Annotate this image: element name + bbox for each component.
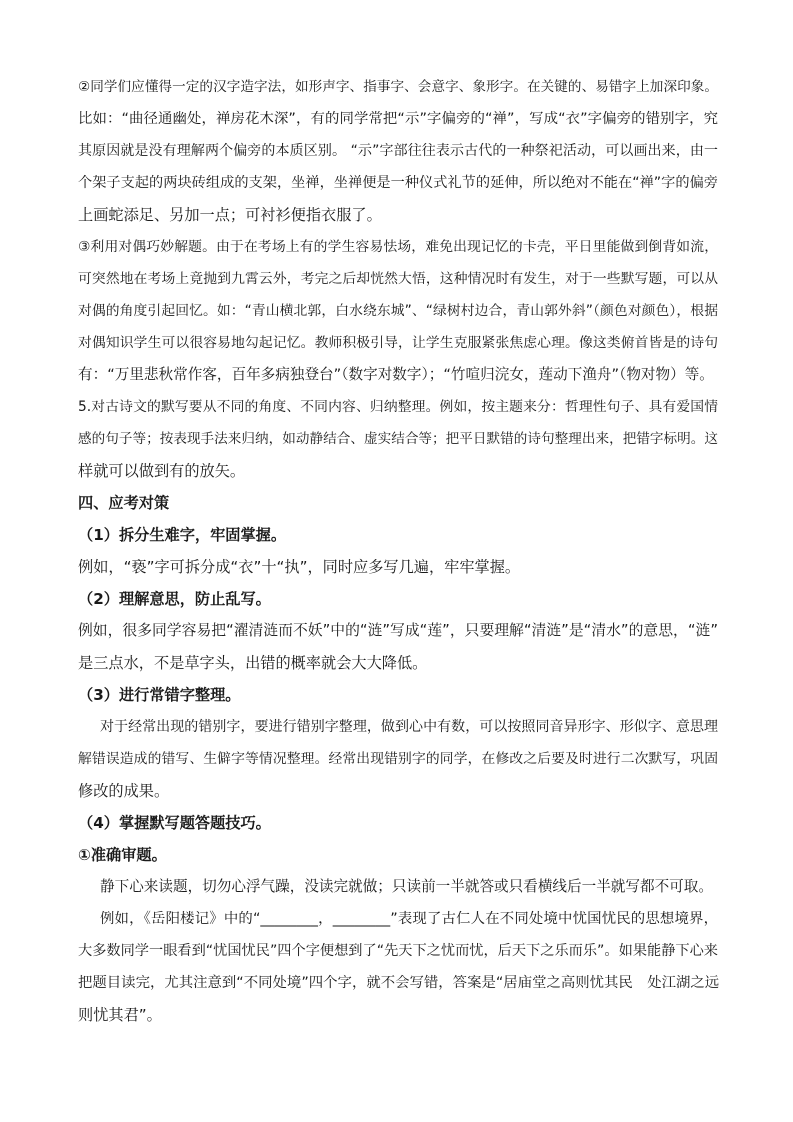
text-line: 比如：“曲径通幽处，禅房花木深”，有的同学常把“示”字偏旁的“禅”，写成“衣”字偏旁的错别字，究	[78, 111, 718, 127]
subsection-heading: ①准确审题。	[78, 846, 167, 864]
text-line: 大多数同学一眼看到“忧国忧民”四个字便想到了“先天下之忧而忧，后天下之乐而乐”。如果能静下心来	[78, 943, 718, 959]
text-line: 例如，“亵”字可拆分成“衣”十“执”，同时应多写几遍，牢牢掌握。	[78, 558, 521, 576]
text-line: 上画蛇添足、另加一点；可衬衫便指衣服了。	[78, 206, 382, 224]
text-line: 5.对古诗文的默写要从不同的角度、不同内容、归纳整理。例如，按主题来分：哲理性句子、具有爱国情	[78, 399, 718, 415]
text-line: 是三点水，不是草字头，出错的概率就会大大降低。	[78, 654, 428, 672]
text-line: 可突然地在考场上竟抛到九霄云外，考完之后却恍然大悟，这种情况时有发生，对于一些默写题，可以从	[78, 271, 718, 287]
text-line: 解错误造成的错写、生僻字等情况整理。经常出现错别字的同学，在修改之后要及时进行二次默写，巩固	[78, 751, 718, 767]
text-line: ②同学们应懂得一定的汉字造字法，如形声字、指事字、会意字、象形字。在关键的、易错字上加深印象。	[78, 79, 718, 95]
text-line: 感的句子等；按表现手法来归纳，如动静结合、虚实结合等；把平日默错的诗句整理出来，把错字标明。这	[78, 431, 718, 447]
text-line: 对于经常出现的错别字，要进行错别字整理，做到心中有数，可以按照同音异形字、形似字、意思理	[100, 719, 718, 735]
text-line: 把题目读完，尤其注意到“不同处境”四个字，就不会写错，答案是“居庙堂之高则忧其民 处江湖之远	[78, 975, 720, 991]
text-line: 则忧其君”。	[78, 1006, 162, 1024]
text-line: 对偶知识学生可以很容易地勾起记忆。教师积极引导，让学生克服紧张焦虑心理。像这类俯首皆是的诗句	[78, 335, 718, 351]
subsection-heading: （1）拆分生难字，牢固掌握。	[78, 526, 287, 544]
section-heading: 四、应考对策	[78, 494, 170, 512]
subsection-heading: （3）进行常错字整理。	[78, 686, 241, 704]
text-line: 对偶的角度引起回忆。如：“青山横北郭，白水绕东城”、“绿树村边合，青山郭外斜”（颜色对颜色），根据	[78, 303, 718, 319]
text-line: 例如，很多同学容易把“濯清涟而不妖”中的“涟”写成“莲”，只要理解“清涟”是“清水”的意思，“涟”	[78, 622, 718, 639]
text-line: 静下心来读题，切勿心浮气躁，没读完就做；只读前一半就答或只看横线后一半就写都不可取。	[100, 878, 713, 895]
text-line: 其原因就是没有理解两个偏旁的本质区别。 “示”字部往往表示古代的一种祭祀活动，可以画出来，由一	[78, 143, 718, 159]
text-line: 修改的成果。	[78, 782, 170, 800]
text-line: 例如，《岳阳楼记》中的“________，________”表现了古仁人在不同处境中忧国忧民的思想境界，	[100, 911, 718, 927]
text-line: 有：“万里悲秋常作客，百年多病独登台”（数字对数字）；“竹喧归浣女，莲动下渔舟”（物对物）等。	[78, 366, 714, 383]
text-line: 个架子支起的两块砖组成的支架，坐禅，坐禅便是一种仪式礼节的延伸，所以绝对不能在“禅”字的偏旁	[78, 175, 718, 191]
subsection-heading: （4）掌握默写题答题技巧。	[78, 814, 271, 832]
subsection-heading: （2）理解意思，防止乱写。	[78, 590, 271, 608]
text-line: 样就可以做到有的放矢。	[78, 462, 246, 480]
text-line: ③利用对偶巧妙解题。由于在考场上有的学生容易怯场，难免出现记忆的卡壳，平日里能做到倒背如流，	[78, 239, 718, 255]
